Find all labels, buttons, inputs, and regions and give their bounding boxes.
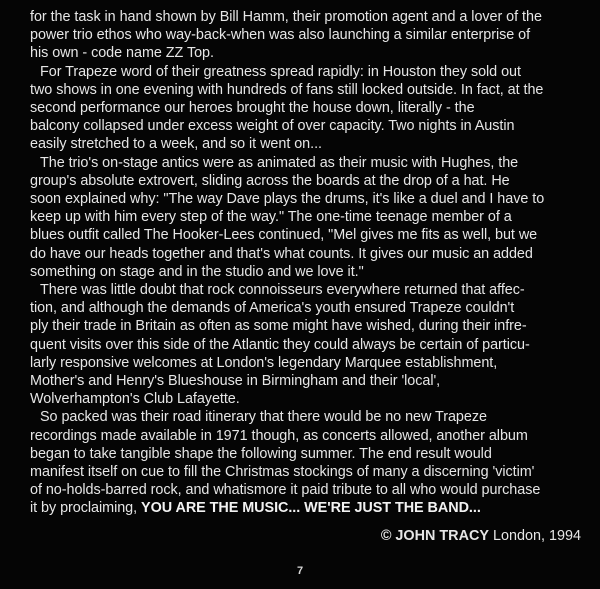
paragraph-start-line: So packed was their road itinerary that there would be no new Trapeze <box>40 409 487 426</box>
text-line: Mother's and Henry's Blueshouse in Birmingham and their 'local', <box>30 373 441 390</box>
text-line: for the task in hand shown by Bill Hamm, their promotion agent and a lover of the <box>30 9 542 25</box>
closing-line-prefix: it by proclaiming, <box>30 500 142 517</box>
text-line: recordings made available in 1971 though, as concerts allowed, another album <box>30 427 528 444</box>
text-line: of no-holds-barred rock, and whatismore it paid tribute to all who would purchase <box>30 482 541 499</box>
text-line: began to take tangible shape the following summer. The end result would <box>30 445 492 462</box>
text-line: two shows in one evening with hundreds of fans still locked outside. In fact, at the <box>30 81 544 98</box>
text-line: easily stretched to a week, and so it went on... <box>30 136 322 153</box>
text-line: larly responsive welcomes at London's legendary Marquee establishment, <box>30 354 498 371</box>
paragraph-start-line: There was little doubt that rock connoisseurs everywhere returned that affec- <box>40 282 525 299</box>
closing-line <box>30 499 590 517</box>
text-line: group's absolute extrovert, sliding across the boards at the drop of a hat. He <box>30 172 510 189</box>
author-place-date: London, 1994 <box>488 528 581 544</box>
text-line: power trio ethos who way-back-when was also launching a similar enterprise of <box>30 27 531 44</box>
text-line: Wolverhampton's Club Lafayette. <box>30 391 240 408</box>
text-line: balcony collapsed under excess weight of over capacity. Two nights in Austin <box>30 118 515 135</box>
text-line: tion, and although the demands of America's youth ensured Trapeze couldn't <box>30 300 515 317</box>
article-text <box>30 8 590 518</box>
text-line: his own - code name ZZ Top. <box>30 45 214 62</box>
text-line: keep up with him every step of the way." The one-time teenage member of a <box>30 209 512 226</box>
text-line: blues outfit called The Hooker-Lees continued, "Mel gives me fits as well, but we <box>30 227 538 244</box>
text-line: something on stage and in the studio and we love it." <box>30 263 364 280</box>
page-number: 7 <box>296 565 304 577</box>
text-line: ply their trade in Britain as often as some might have wished, during their infre- <box>30 318 527 335</box>
closing-slogan: YOU ARE THE MUSIC... WE'RE JUST THE BAND... <box>141 500 481 517</box>
paragraph-start-line: For Trapeze word of their greatness spread rapidly: in Houston they sold out <box>40 63 521 80</box>
text-line: second performance our heroes brought the house down, literally - the <box>30 100 475 117</box>
text-line: soon explained why: "The way Dave plays the drums, it's like a duel and I have to <box>30 191 545 208</box>
paragraph-start-line: The trio's on-stage antics were as animated as their music with Hughes, the <box>40 154 519 171</box>
author-name: © JOHN TRACY <box>380 528 489 544</box>
text-line: do have our heads together and that's what counts. It gives our music an added <box>30 245 533 262</box>
text-line: manifest itself on cue to fill the Christmas stockings of many a discerning 'victim' <box>30 464 535 481</box>
text-line: quent visits over this side of the Atlantic they could always be certain of particu- <box>30 336 530 353</box>
author-signature <box>381 527 581 545</box>
